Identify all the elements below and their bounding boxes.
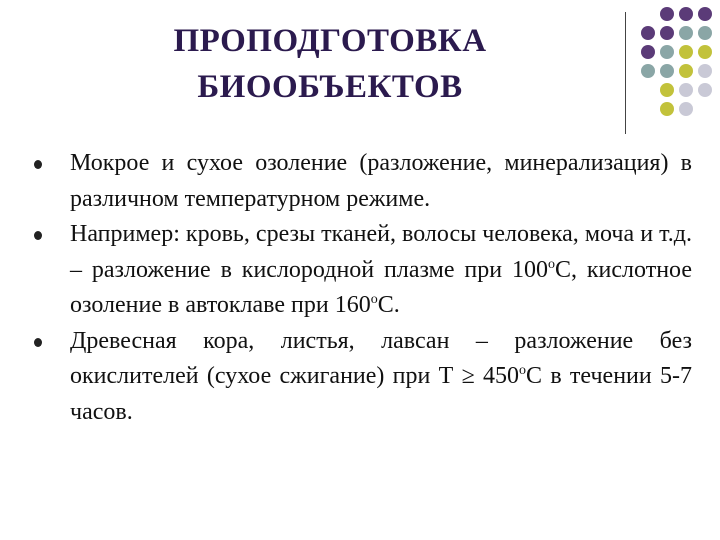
decorative-dot bbox=[660, 83, 674, 97]
decorative-dot bbox=[698, 45, 712, 59]
bullet-3-text-a: Древесная кора, листья, лавсан – разложение без окислителей (сухое сжигание) при Т ≥ 450 bbox=[70, 327, 692, 389]
decorative-dot bbox=[679, 64, 693, 78]
decorative-dot bbox=[679, 83, 693, 97]
bullet-icon bbox=[34, 338, 42, 347]
decorative-dot bbox=[660, 64, 674, 78]
bullet-2-text-b: С, кислотное озоление в автоклаве при 160 bbox=[70, 256, 692, 318]
decorative-dot bbox=[641, 26, 655, 40]
decorative-dot bbox=[641, 7, 655, 21]
bullet-item-2 bbox=[30, 217, 692, 324]
decorative-dot bbox=[660, 26, 674, 40]
bullet-icon bbox=[34, 231, 42, 240]
decorative-dot bbox=[641, 45, 655, 59]
decorative-dot bbox=[698, 64, 712, 78]
bullet-1-text: Мокрое и сухое озоление (разложение, минерализация) в различном температурном режиме. bbox=[70, 150, 692, 212]
degree-mark: о bbox=[370, 292, 378, 307]
bullet-icon bbox=[34, 160, 42, 169]
slide-title-line-2: БИООБЪЕКТОВ bbox=[197, 69, 463, 105]
bullet-list bbox=[30, 146, 692, 430]
decorative-dot bbox=[679, 26, 693, 40]
slide-title-line-1: ПРОПОДГОТОВКА bbox=[173, 23, 487, 59]
decorative-dot bbox=[641, 83, 655, 97]
bullet-2-text-a: Например: кровь, срезы тканей, волосы человека, моча и т.д. – разложение в кислородной плазме при 100 bbox=[70, 221, 692, 283]
decorative-dot bbox=[679, 45, 693, 59]
decorative-divider bbox=[625, 12, 626, 134]
decorative-dot bbox=[641, 102, 655, 116]
decorative-dot bbox=[698, 26, 712, 40]
decorative-dot bbox=[698, 83, 712, 97]
bullet-3-text-b: С в течении 5-7 часов. bbox=[70, 363, 692, 425]
bullet-item-3 bbox=[30, 324, 692, 431]
degree-mark: о bbox=[519, 363, 527, 378]
decorative-dot bbox=[698, 102, 712, 116]
bullet-item-1 bbox=[30, 146, 692, 217]
degree-mark: о bbox=[547, 256, 555, 272]
decorative-dot bbox=[660, 45, 674, 59]
decorative-dot bbox=[698, 7, 712, 21]
slide-title bbox=[120, 18, 540, 110]
decorative-dot-grid bbox=[641, 7, 714, 118]
decorative-dot bbox=[641, 64, 655, 78]
bullet-2-text-c: С. bbox=[377, 292, 400, 318]
decorative-dot bbox=[679, 102, 693, 116]
decorative-dot bbox=[679, 7, 693, 21]
decorative-dot bbox=[660, 102, 674, 116]
decorative-dot bbox=[660, 7, 674, 21]
